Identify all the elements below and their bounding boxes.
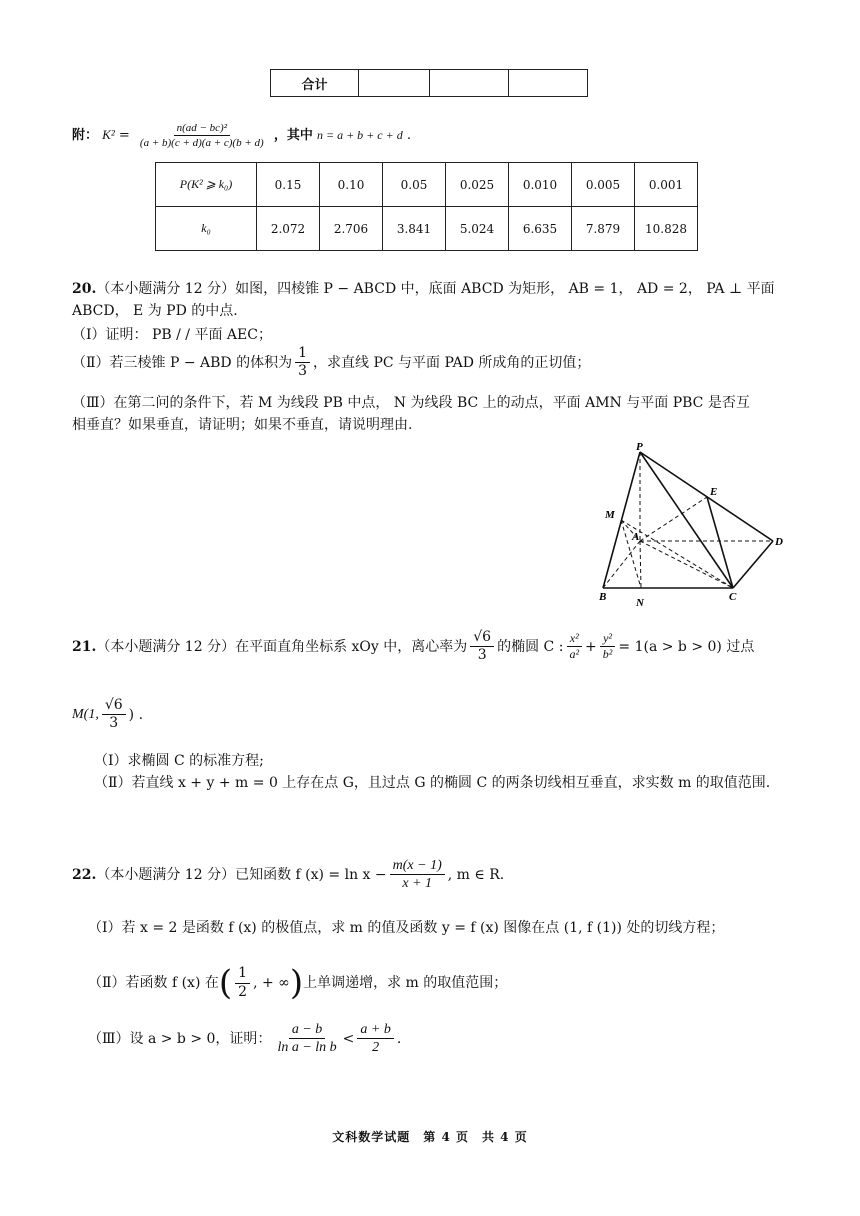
q20-part1: （Ⅰ）证明： PB / / 平面 AEC； [72, 327, 272, 343]
q21-part2: （Ⅱ）若直线 x + y + m = 0 上存在点 G，且过点 G 的椭圆 C 的两条切线相互垂直，求实数 m 的取值范围. [94, 775, 771, 791]
q20-number: 20. [72, 281, 97, 297]
k2-fraction [137, 122, 267, 149]
edge-pc [640, 452, 733, 588]
point-fraction [102, 698, 126, 732]
label-p: P [636, 441, 643, 453]
function-numerator: m(x − 1) [390, 858, 445, 875]
label-m: M [605, 509, 615, 521]
q21-part1: （Ⅰ）求椭圆 C 的标准方程; [94, 753, 264, 769]
label-d: D [775, 536, 783, 548]
point-numerator: √6 [102, 698, 126, 715]
q22-part2 [88, 963, 507, 1003]
interval-denominator: 2 [238, 983, 248, 1000]
k-value-cell: 2.072 [257, 207, 320, 251]
page-footer: 文科数学试题 第 4 页 共 4 页 [332, 1130, 528, 1144]
y-numerator: y² [600, 632, 615, 647]
p-header: P(K² ⩾ k₀) [156, 163, 257, 207]
segment-ac [640, 541, 733, 588]
k-value-cell: 6.635 [509, 207, 572, 251]
q20-line2: ABCD， E 为 PD 的中点. [72, 303, 238, 319]
k-squared: K² [102, 127, 115, 143]
p-value-cell: 0.10 [320, 163, 383, 207]
left-denominator: ln a − ln b [277, 1040, 337, 1056]
q20-part3-line1: （Ⅲ）在第二问的条件下，若 M 为线段 PB 中点， N 为线段 BC 上的动点，平面 AMN 与平面 PBC 是否互 [72, 395, 750, 411]
volume-denominator: 3 [298, 363, 308, 380]
q20-part3-line2: 相垂直？如果垂直，请证明；如果不垂直，请说明理由. [72, 417, 413, 433]
total-row-label: 合计 [271, 70, 359, 97]
label-n: N [636, 597, 644, 609]
k0-header: k₀ [156, 207, 257, 251]
where-text: ，其中 [273, 128, 313, 144]
table-cell [509, 70, 588, 97]
edge-ab [603, 541, 640, 588]
segment-an [640, 541, 641, 588]
appendix-end: . [406, 128, 411, 144]
pyramid-figure [590, 440, 800, 615]
q20-text: （本小题满分 12 分）如图，四棱锥 P − ABCD 中，底面 ABCD 为矩形， AB = 1， AD = 2， PA ⊥ 平面 [96, 281, 775, 297]
function-fraction [390, 858, 445, 892]
k-value-cell: 10.828 [635, 207, 698, 251]
appendix-prefix: 附： [72, 128, 99, 144]
q20-line1 [72, 278, 775, 300]
q22-part3 [88, 1022, 401, 1056]
ecc-denominator: 3 [477, 647, 487, 664]
table-row [156, 163, 698, 207]
edge-cd [733, 541, 773, 588]
point-pre: M(1, [72, 706, 99, 722]
interval-numerator: 1 [235, 966, 250, 983]
eccentricity-fraction [470, 630, 494, 664]
q21-pre: （本小题满分 12 分）在平面直角坐标系 xOy 中，离心率为 [96, 638, 468, 655]
right-paren: ) [289, 963, 304, 1003]
left-paren: ( [218, 963, 233, 1003]
k-value-cell: 3.841 [383, 207, 446, 251]
q22-pre: （本小题满分 12 分）已知函数 f (x) = ln x − [96, 866, 387, 883]
table-row [156, 207, 698, 251]
function-denominator: x + 1 [402, 876, 433, 892]
volume-fraction [295, 346, 310, 380]
label-c: C [729, 591, 737, 603]
inequality-right-fraction [357, 1022, 393, 1056]
p-value-cell: 0.15 [257, 163, 320, 207]
k-value-cell: 2.706 [320, 207, 383, 251]
q22-part2-post: 上单调递增，求 m 的取值范围； [303, 975, 508, 991]
q21-mid: 的椭圆 C : [497, 638, 564, 655]
p-value-cell: 0.010 [509, 163, 572, 207]
label-b: B [599, 591, 607, 603]
q21-number: 21. [72, 638, 97, 655]
point-post: ) . [128, 706, 144, 723]
n-definition: n = a + b + c + d [316, 128, 403, 143]
less-than: < [342, 1030, 355, 1047]
critical-value-table [155, 162, 698, 251]
x-numerator: x² [567, 632, 582, 647]
interval-end: , + ∞ [253, 975, 290, 991]
inequality-end: . [396, 1030, 402, 1047]
q21-point [72, 698, 143, 732]
q22-part3-pre: （Ⅲ）设 a > b > 0，证明： [88, 1030, 272, 1047]
k2-denominator: (a + b)(c + d)(a + c)(b + d) [139, 137, 264, 150]
q20-part2-post: ，求直线 PC 与平面 PAD 所成角的正切值； [313, 354, 591, 371]
appendix-formula [72, 122, 411, 149]
y-term-fraction [600, 632, 616, 661]
inequality-left-fraction [274, 1022, 339, 1056]
label-a: A [632, 531, 640, 543]
plus-sign: + [585, 638, 597, 655]
contingency-table-total-row [270, 69, 588, 97]
k2-numerator: n(ad − bc)² [174, 122, 230, 136]
q21-line1 [72, 630, 754, 664]
k-value-cell: 5.024 [446, 207, 509, 251]
ecc-numerator: √6 [470, 630, 494, 647]
p-value-cell: 0.025 [446, 163, 509, 207]
p-value-cell: 0.05 [383, 163, 446, 207]
q22-post: , m ∈ R. [447, 866, 505, 883]
q22-part2-pre: （Ⅱ）若函数 f (x) 在 [88, 975, 219, 991]
p-value-cell: 0.005 [572, 163, 635, 207]
point-denominator: 3 [109, 715, 119, 732]
equals-sign: = [118, 128, 130, 144]
q21-post: = 1(a > b > 0) 过点 [618, 638, 755, 655]
right-denominator: 2 [372, 1040, 380, 1056]
label-e: E [710, 486, 718, 498]
k-value-cell: 7.879 [572, 207, 635, 251]
volume-numerator: 1 [295, 346, 310, 363]
left-numerator: a − b [289, 1022, 325, 1039]
table-cell [430, 70, 509, 97]
table-cell [359, 70, 430, 97]
q22-part1: （Ⅰ）若 x = 2 是函数 f (x) 的极值点，求 m 的值及函数 y = f (x) 图像在点 (1, f (1)) 处的切线方程； [88, 920, 725, 936]
right-numerator: a + b [357, 1022, 393, 1039]
q22-line1 [72, 858, 504, 892]
q20-part2 [72, 346, 590, 380]
q22-number: 22. [72, 866, 97, 883]
x-denominator: a² [569, 647, 580, 662]
y-denominator: b² [602, 647, 613, 662]
p-value-cell: 0.001 [635, 163, 698, 207]
q20-part2-pre: （Ⅱ）若三棱锥 P − ABD 的体积为 [72, 354, 293, 371]
interval-fraction [235, 966, 250, 1000]
x-term-fraction [566, 632, 582, 661]
